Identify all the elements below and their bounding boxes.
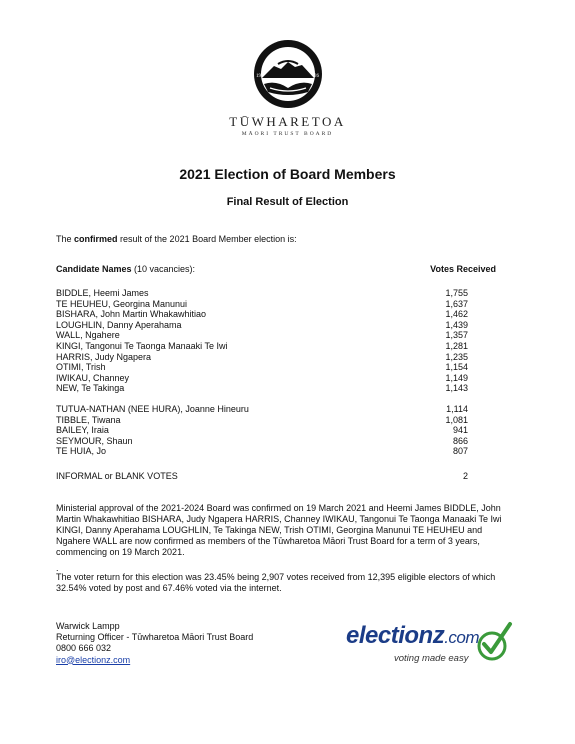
votes-column-header: Votes Received	[430, 264, 496, 274]
candidate-votes: 807	[452, 446, 468, 457]
candidate-votes: 1,114	[446, 403, 468, 414]
electionz-logo	[346, 620, 516, 670]
candidate-votes: 1,235	[445, 351, 468, 362]
candidate-votes: 1,462	[445, 309, 468, 320]
table-row	[56, 415, 468, 426]
candidate-name: OTIMI, Trish	[56, 362, 106, 373]
table-row	[56, 362, 468, 373]
candidate-name: TUTUA-NATHAN (NEE HURA), Joanne Hineuru	[56, 403, 249, 414]
candidate-votes: 1,755	[445, 288, 468, 298]
table-row	[56, 330, 468, 341]
candidate-name: KINGI, Tangonui Te Taonga Manaaki Te Iwi	[56, 340, 228, 351]
candidate-name: LOUGHLIN, Danny Aperahama	[56, 319, 182, 330]
informal-votes-count: 2	[462, 471, 468, 481]
table-row	[56, 446, 468, 457]
table-row	[56, 436, 468, 447]
org-subtitle: MĀORI TRUST BOARD	[241, 131, 334, 137]
candidate-votes: 866	[452, 435, 468, 446]
candidate-votes: 1,439	[445, 319, 468, 330]
candidate-votes: 1,357	[445, 330, 468, 341]
results-list	[56, 288, 468, 457]
electionz-word: electionz	[346, 622, 445, 649]
intro-suffix: result of the 2021 Board Member election is:	[117, 234, 297, 244]
intro-text	[56, 234, 297, 244]
candidate-votes: 1,637	[445, 298, 468, 309]
candidate-votes: 1,281	[445, 340, 468, 351]
electionz-dotcom: .com	[444, 628, 480, 647]
table-row	[56, 309, 468, 320]
table-row	[56, 299, 468, 310]
informal-votes-label: INFORMAL or BLANK VOTES	[56, 471, 178, 481]
candidate-name: IWIKAU, Channey	[56, 372, 130, 383]
candidate-name: BAILEY, Iraia	[56, 425, 109, 436]
org-name: TŪWHARETOA	[229, 114, 346, 129]
vacancies-note: (10 vacancies):	[131, 264, 196, 274]
table-row	[56, 425, 468, 436]
table-row	[56, 352, 468, 363]
table-row	[56, 288, 468, 299]
signatory-phone: 0800 666 032	[56, 643, 112, 654]
table-row	[56, 383, 468, 394]
candidate-votes: 1,143	[445, 383, 468, 394]
signatory-email-link[interactable]: iro@electionz.com	[56, 654, 131, 665]
candidate-name: TIBBLE, Tiwana	[56, 414, 121, 425]
results-header	[56, 264, 496, 274]
candidate-votes: 1,149	[445, 372, 468, 383]
voter-return-paragraph: The voter return for this election was 23.45% being 2,907 votes received from 12,395 eligible electors of which 32.54% voted by post and 67.46% voted via the internet.	[56, 572, 496, 593]
page-title: 2021 Election of Board Members	[179, 166, 396, 182]
trust-board-emblem-icon	[248, 38, 328, 110]
candidate-name: BISHARA, John Martin Whakawhitiao	[56, 309, 207, 320]
stray-period: .	[56, 563, 59, 573]
candidate-name: HARRIS, Judy Ngapera	[56, 351, 152, 362]
signatory-name: Warwick Lampp	[56, 621, 120, 631]
electionz-wordmark	[346, 622, 479, 650]
candidate-name: NEW, Te Takinga	[56, 383, 125, 394]
intro-bold: confirmed	[74, 234, 118, 244]
org-logo	[0, 38, 575, 137]
candidate-name: SEYMOUR, Shaun	[56, 435, 133, 446]
ministerial-approval-paragraph: Ministerial approval of the 2021-2024 Board was confirmed on 19 March 2021 and Heemi James BIDDLE, John Martin Whakawhitiao BISHARA, Judy Ngapera HARRIS, Channey IWIKAU, Tangonui Te Taonga Manaaki Te Iwi KINGI, Danny Aperahama LOUGHLIN, Te Takinga NEW, Trish OTIMI, Georgina Manunui TE HEUHEU and Ngahere WALL are now confirmed as members of the Tūwharetoa Māori Trust Board for a term of 3 years, commencing on 19 March 2021.	[56, 503, 502, 557]
table-row	[56, 320, 468, 331]
candidate-name: TE HUIA, Jo	[56, 446, 107, 457]
candidates-column-header: Candidate Names	[56, 264, 132, 274]
signatory-role: Returning Officer - Tūwharetoa Māori Trust Board	[56, 632, 254, 643]
intro-prefix: The	[56, 234, 75, 244]
informal-votes-row	[56, 471, 468, 481]
candidate-votes: 941	[452, 425, 468, 436]
candidate-votes: 1,081	[445, 414, 468, 425]
logo-year-left: 19	[255, 74, 261, 79]
table-row	[56, 341, 468, 352]
group-spacer	[56, 394, 468, 404]
logo-year-right: 26	[313, 74, 319, 79]
page-subtitle: Final Result of Election	[226, 196, 349, 208]
electionz-tagline: voting made easy	[394, 653, 469, 664]
table-row	[56, 404, 468, 415]
candidate-name: TE HEUHEU, Georgina Manunui	[56, 298, 188, 309]
table-row	[56, 373, 468, 384]
signature-block	[56, 621, 253, 666]
candidate-votes: 1,154	[445, 362, 468, 373]
candidate-name: BIDDLE, Heemi James	[56, 288, 149, 298]
checkmark-ballot-icon	[474, 620, 514, 664]
candidate-name: WALL, Ngahere	[56, 330, 120, 341]
